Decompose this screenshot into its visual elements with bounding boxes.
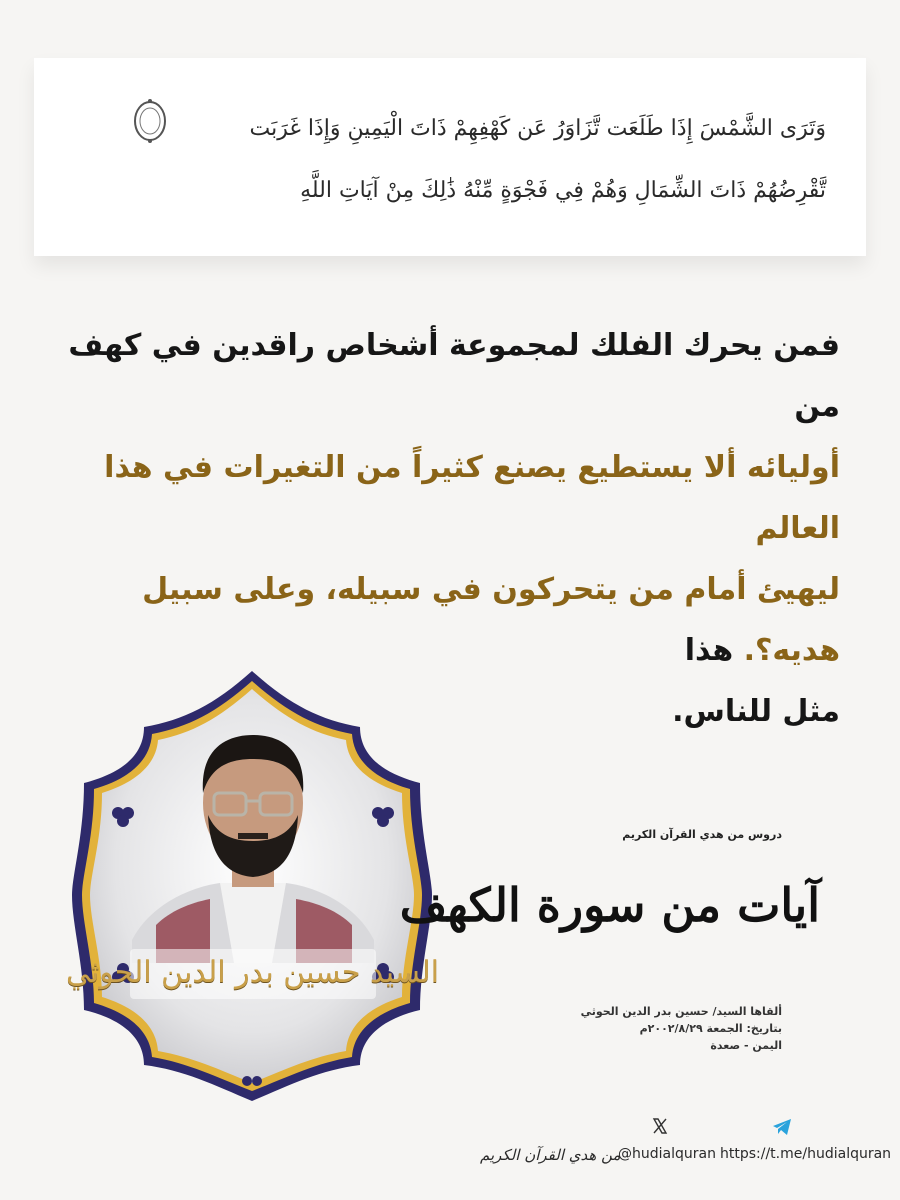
commentary-line-3 [60,559,840,681]
quran-verse-line-2: تَّقْرِضُهُمْ ذَاتَ الشِّمَالِ وَهُمْ فِي فَجْوَةٍ مِّنْهُ ذَٰلِكَ مِنْ آيَاتِ اللَّهِ [300,178,826,203]
place-info: اليمن - صعدة [710,1039,782,1052]
telegram-link[interactable]: https://t.me/hudialquran [720,1146,892,1162]
portrait-name-calligraphy: السيد حسين بدر الدين الحوثي [65,955,440,990]
commentary-line-4: مثل للناس. [672,694,840,729]
quran-verse-card [34,58,866,256]
series-title: دروس من هدي القرآن الكريم [622,828,782,841]
ayah-end-icon [132,98,168,144]
commentary-line-1: فمن يحرك الفلك لمجموعة أشخاص راقدين في كهف من [68,328,840,424]
x-handle-link[interactable]: @hudialquran [618,1146,716,1162]
telegram-icon[interactable] [772,1118,792,1136]
commentary-line-3-end: هذا [684,633,744,668]
date-info: بتاريخ: الجمعة ٢٠٠٢/٨/٢٩م [639,1022,782,1035]
x-icon[interactable] [652,1118,668,1134]
commentary-line-2: أوليائه ألا يستطيع يصنع كثيراً من التغيرات في هذا العالم [104,450,840,546]
speaker-info: ألقاها السيد/ حسين بدر الدين الحوثي [580,1005,782,1018]
brand-signature: من هدي القرآن الكريم [480,1146,621,1164]
footer-bar [0,1142,900,1166]
portrait-frame [60,665,445,1105]
commentary-line-3-gold: ليهيئ أمام من يتحركون في سبيله، وعلى سبيل هديه؟. [142,572,840,668]
quran-verse-line-1: وَتَرَى الشَّمْسَ إِذَا طَلَعَت تَّزَاوَرُ عَن كَهْفِهِمْ ذَاتَ الْيَمِينِ وَإِذَا غَرَبَت [249,116,826,141]
book-title: آيات من سورة الكهف [399,878,820,932]
